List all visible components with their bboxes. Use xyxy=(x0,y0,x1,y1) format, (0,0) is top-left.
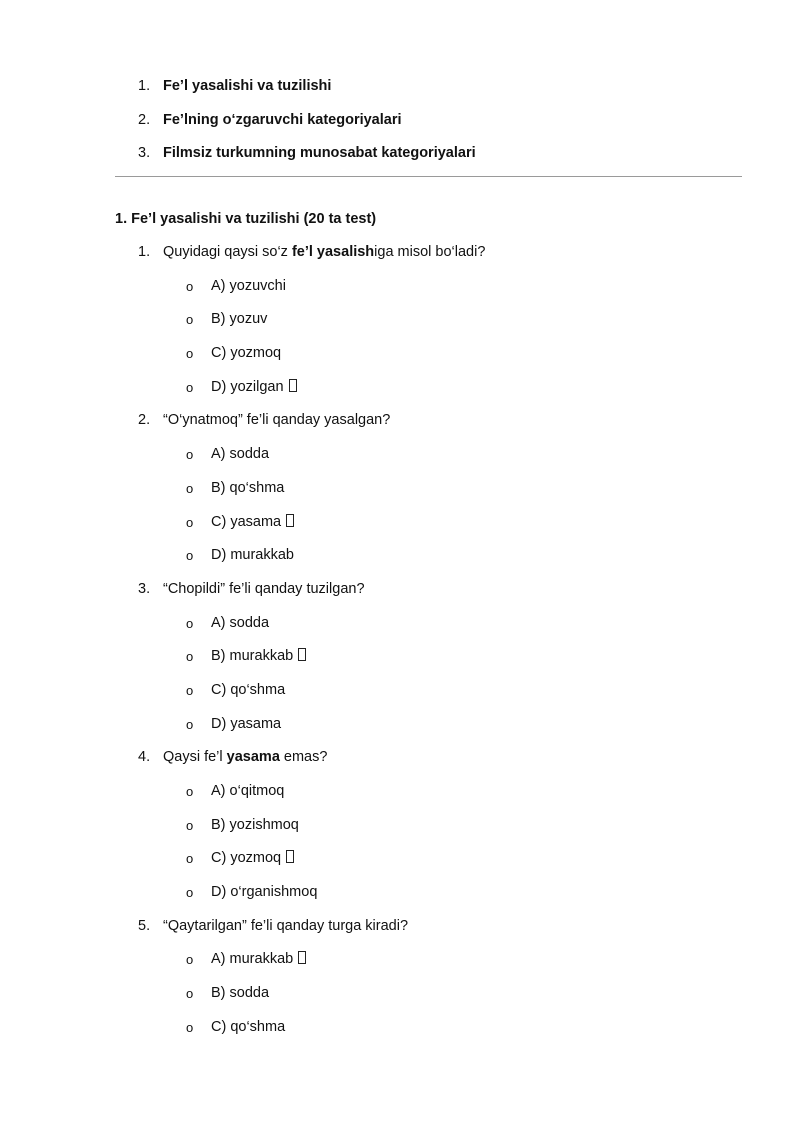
question-text-part: iga misol bo‘ladi? xyxy=(374,244,486,260)
question-text-bold: yasama xyxy=(226,749,280,766)
correct-answer-marker-icon xyxy=(286,850,294,863)
option-bullet: o xyxy=(186,784,194,799)
option-bullet: o xyxy=(186,952,194,968)
option-bullet: o xyxy=(186,649,194,665)
answer-option xyxy=(0,815,800,849)
answer-option xyxy=(0,377,800,411)
question-number: 5. xyxy=(138,917,151,934)
option-bullet: o xyxy=(186,1019,194,1035)
question xyxy=(0,579,800,747)
option-label: A) sodda xyxy=(211,614,270,631)
option-bullet: o xyxy=(186,548,194,564)
option-bullet: o xyxy=(186,346,194,362)
toc-item-title: Filmsiz turkumning munosabat kategoriyalari xyxy=(163,145,476,161)
answer-option xyxy=(0,478,800,512)
option-text xyxy=(211,680,285,700)
option-label: B) yozishmoq xyxy=(211,816,299,833)
option-bullet: o xyxy=(186,885,194,901)
correct-answer-marker-icon xyxy=(286,514,294,527)
option-text xyxy=(211,512,294,532)
option-bullet: o xyxy=(186,615,194,631)
question-row xyxy=(0,916,800,950)
option-text xyxy=(211,613,269,633)
option-bullet: o xyxy=(186,716,194,732)
question-number: 4. xyxy=(138,749,151,766)
option-label: C) yasama xyxy=(211,513,282,530)
toc-item xyxy=(0,143,800,177)
option-text xyxy=(211,478,284,498)
question-text-part: Qaysi fe’l xyxy=(163,749,227,766)
option-bullet: o xyxy=(186,480,194,496)
answer-option xyxy=(0,309,800,343)
table-of-contents xyxy=(0,76,800,177)
answer-option xyxy=(0,882,800,916)
question xyxy=(0,916,800,1051)
question-text xyxy=(163,410,390,430)
option-label: A) o‘qitmoq xyxy=(211,783,285,799)
correct-answer-marker-icon xyxy=(298,951,306,964)
option-label: D) murakkab xyxy=(211,547,294,564)
option-label: A) yozuvchi xyxy=(211,277,286,294)
option-label: D) yozilgan xyxy=(211,378,284,395)
horizontal-divider xyxy=(115,176,742,177)
answer-option xyxy=(0,444,800,478)
toc-item-number: 1. xyxy=(138,78,151,94)
option-text xyxy=(211,276,286,296)
option-bullet: o xyxy=(186,851,194,867)
answer-option xyxy=(0,714,800,748)
option-text xyxy=(211,781,284,801)
question-number: 1. xyxy=(138,244,151,260)
option-text xyxy=(211,815,299,835)
question-text-bold: fe’l yasalish xyxy=(291,244,375,260)
question xyxy=(0,747,800,915)
option-label: C) qo‘shma xyxy=(211,681,286,698)
question-row xyxy=(0,747,800,781)
option-text xyxy=(211,646,306,666)
option-text xyxy=(211,444,269,464)
question-text xyxy=(163,579,365,599)
answer-option xyxy=(0,613,800,647)
correct-answer-marker-icon xyxy=(289,379,297,392)
answer-option xyxy=(0,983,800,1017)
toc-item-title: Fe’lning o‘zgaruvchi kategoriyalari xyxy=(163,111,402,128)
option-bullet: o xyxy=(186,682,194,698)
toc-item xyxy=(0,110,800,144)
option-text xyxy=(211,714,281,734)
question-text xyxy=(163,747,327,767)
section-heading: 1. Fe’l yasalishi va tuzilishi (20 ta test) xyxy=(115,211,377,227)
question-number: 2. xyxy=(138,412,151,429)
option-label: D) o‘rganishmoq xyxy=(211,884,318,901)
option-label: B) qo‘shma xyxy=(211,479,285,496)
question-number: 3. xyxy=(138,580,151,597)
answer-option xyxy=(0,949,800,983)
option-text xyxy=(211,1017,285,1037)
question-text xyxy=(163,242,485,262)
option-bullet: o xyxy=(186,514,194,530)
question xyxy=(0,242,800,410)
answer-option xyxy=(0,545,800,579)
toc-item-title: Fe’l yasalishi va tuzilishi xyxy=(163,78,332,94)
question-text-part: “Qaytarilgan” fe’li qanday turga kiradi? xyxy=(163,917,409,934)
option-label: C) yozmoq xyxy=(211,345,282,362)
option-label: B) sodda xyxy=(211,985,270,1002)
question-row xyxy=(0,579,800,613)
question-text-part: “O‘ynatmoq” fe’li qanday yasalgan? xyxy=(163,412,391,429)
option-text xyxy=(211,545,294,565)
option-label: C) qo‘shma xyxy=(211,1018,286,1035)
option-text xyxy=(211,377,297,397)
question-row xyxy=(0,242,800,276)
option-text xyxy=(211,309,267,329)
question-list xyxy=(0,242,800,1051)
option-label: B) murakkab xyxy=(211,648,294,665)
toc-item-number: 3. xyxy=(138,145,151,161)
option-text xyxy=(211,949,306,969)
question-text-part: emas? xyxy=(279,749,328,766)
option-text xyxy=(211,882,317,902)
option-bullet: o xyxy=(186,312,194,328)
option-label: B) yozuv xyxy=(211,311,268,328)
option-label: A) murakkab xyxy=(211,951,294,968)
answer-option xyxy=(0,646,800,680)
option-label: C) yozmoq xyxy=(211,850,282,867)
option-bullet: o xyxy=(186,817,194,833)
question-text xyxy=(163,916,408,936)
option-bullet: o xyxy=(186,278,194,294)
question xyxy=(0,410,800,578)
toc-item xyxy=(0,76,800,110)
question-text-part: Quyidagi qaysi so‘z xyxy=(163,244,292,260)
answer-option xyxy=(0,276,800,310)
option-text xyxy=(211,848,294,868)
answer-option xyxy=(0,680,800,714)
answer-option xyxy=(0,848,800,882)
option-bullet: o xyxy=(186,379,194,395)
option-bullet: o xyxy=(186,447,194,463)
option-label: A) sodda xyxy=(211,446,270,463)
option-text xyxy=(211,983,269,1003)
answer-option xyxy=(0,1017,800,1051)
option-bullet: o xyxy=(186,986,194,1002)
option-text xyxy=(211,343,281,363)
answer-option xyxy=(0,343,800,377)
answer-option xyxy=(0,781,800,815)
question-row xyxy=(0,410,800,444)
correct-answer-marker-icon xyxy=(298,648,306,661)
answer-option xyxy=(0,512,800,546)
toc-item-number: 2. xyxy=(138,111,151,128)
option-label: D) yasama xyxy=(211,715,282,732)
question-text-part: “Chopildi” fe’li qanday tuzilgan? xyxy=(163,580,365,597)
